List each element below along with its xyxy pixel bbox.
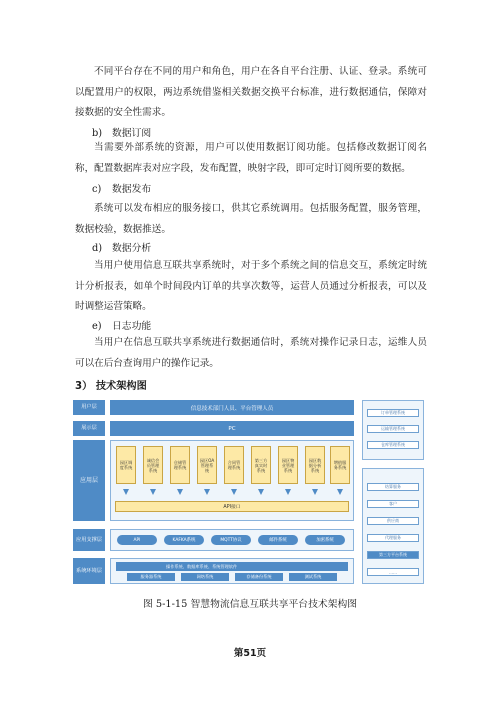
down-arrow-icon <box>150 489 156 495</box>
module-park-oa: 园区OA管理系统 <box>197 446 217 484</box>
side-item-customer: 客户 <box>367 500 419 508</box>
heading-text: 数据发布 <box>112 184 152 195</box>
application-layer-area <box>110 440 354 521</box>
heading-number: e) <box>92 321 102 332</box>
figure-caption: 图 5-1-15 智慧物流信息互联共享平台技术架构图 <box>142 599 358 610</box>
side-item-ellipsis: …… <box>367 568 419 576</box>
side-item-supplier: 供应商 <box>367 517 419 525</box>
page-number: 第51页 <box>233 648 267 659</box>
support-item-api: API <box>117 535 157 545</box>
module-contract: 合同管理系统 <box>224 446 244 484</box>
heading-text: 日志功能 <box>112 321 152 332</box>
infra-item-server: 服务器系统 <box>127 573 175 581</box>
display-layer-bar: PC <box>110 421 354 436</box>
paragraph-data-analysis: 当用户使用信息互联共享系统时，对于多个系统之间的信息交互，系统定时统计分析报表，如单个时间段内订单的共享次数等，运营人员通过分析报表，可以及时调整运营策略。 <box>75 260 427 312</box>
down-arrow-icon <box>177 489 183 495</box>
infra-layer-area <box>110 558 354 584</box>
side-group-systems <box>362 400 424 460</box>
module-warehouse: 仓储管理系统 <box>170 446 190 484</box>
paragraph-platform-users: 不同平台存在不同的用户和角色，用户在各自平台注册、认证、登录。系统可以配置用户的权限，两边系统借鉴相关数据交换平台标准，进行数据通信，保障对接数据的安全性需求。 <box>75 66 427 118</box>
module-credit-member: 诚信会员管理系统 <box>143 446 163 484</box>
heading-data-analysis <box>92 242 151 256</box>
down-arrow-icon <box>312 489 318 495</box>
heading-number: d) <box>92 243 103 254</box>
down-arrow-icon <box>258 489 264 495</box>
module-park-dispatch: 园区调度系统 <box>116 446 136 484</box>
layer-label-app: 应用层 <box>73 440 105 521</box>
heading-data-publish <box>92 183 151 197</box>
side-item-settlement: 结算服务 <box>367 483 419 491</box>
heading-log-function <box>92 320 151 334</box>
module-third-party: 第三方真实时系统 <box>251 446 271 484</box>
heading-text: 数据分析 <box>112 243 152 254</box>
heading-number: b) <box>92 128 103 139</box>
module-value-added: 增值服务系统 <box>330 446 350 484</box>
down-arrow-icon <box>337 489 343 495</box>
support-layer-area <box>110 529 354 551</box>
down-arrow-icon <box>231 489 237 495</box>
layer-label-user: 用户层 <box>73 400 105 415</box>
heading-text: 数据订阅 <box>112 128 152 139</box>
side-group-external <box>362 468 424 584</box>
support-item-mail: 邮件系统 <box>258 535 298 545</box>
architecture-diagram <box>73 396 427 588</box>
side-item-third-party: 第三方平台系统 <box>367 551 419 559</box>
layer-label-support: 应用支撑层 <box>73 529 105 551</box>
down-arrow-icon <box>204 489 210 495</box>
module-data-analysis: 园区数据分析系统 <box>305 446 325 484</box>
heading-number: c) <box>92 184 102 195</box>
down-arrow-icon <box>285 489 291 495</box>
infra-os-bar: 操作系统、数据库系统、系统管理软件 <box>116 562 348 571</box>
paragraph-data-subscription: 当需要外部系统的资源，用户可以使用数据订阅功能。包括修改数据订阅名称，配置数据库表对应字段，发布配置，映射字段，即可定时订阅所要的数据。 <box>75 142 427 174</box>
layer-label-infra: 系统环境层 <box>73 558 105 584</box>
infra-item-network: 网络系统 <box>181 573 229 581</box>
module-property: 园区物业管理系统 <box>278 446 298 484</box>
side-item-order: 订单管理系统 <box>367 409 419 417</box>
support-item-mqtt: MQTT协议 <box>211 535 251 545</box>
paragraph-data-publish: 系统可以发布相应的服务接口，供其它系统调用。包括服务配置，服务管理，数据校验，数据推送。 <box>75 203 427 235</box>
side-item-warehouse: 仓库管理系统 <box>367 441 419 449</box>
down-arrow-icon <box>123 489 129 495</box>
support-item-kafka: KAFKA系统 <box>164 535 204 545</box>
side-item-agent: 代理服务 <box>367 534 419 542</box>
section-heading-architecture: 3） 技术架构图 <box>75 381 147 392</box>
user-layer-bar: 信息技术部门人员、平台管理人员 <box>110 400 354 415</box>
api-interface-bar: API接口 <box>115 501 349 512</box>
infra-item-test: 测试系统 <box>289 573 337 581</box>
layer-label-display: 展示层 <box>73 421 105 436</box>
support-item-encryption: 加密系统 <box>305 535 345 545</box>
paragraph-log-function: 当用户在信息互联共享系统进行数据通信时，系统对操作记录日志，运维人员可以在后台查询用户的操作记录。 <box>75 337 427 369</box>
infra-item-storage: 存储备份系统 <box>235 573 283 581</box>
side-item-transport: 运输管理系统 <box>367 425 419 433</box>
